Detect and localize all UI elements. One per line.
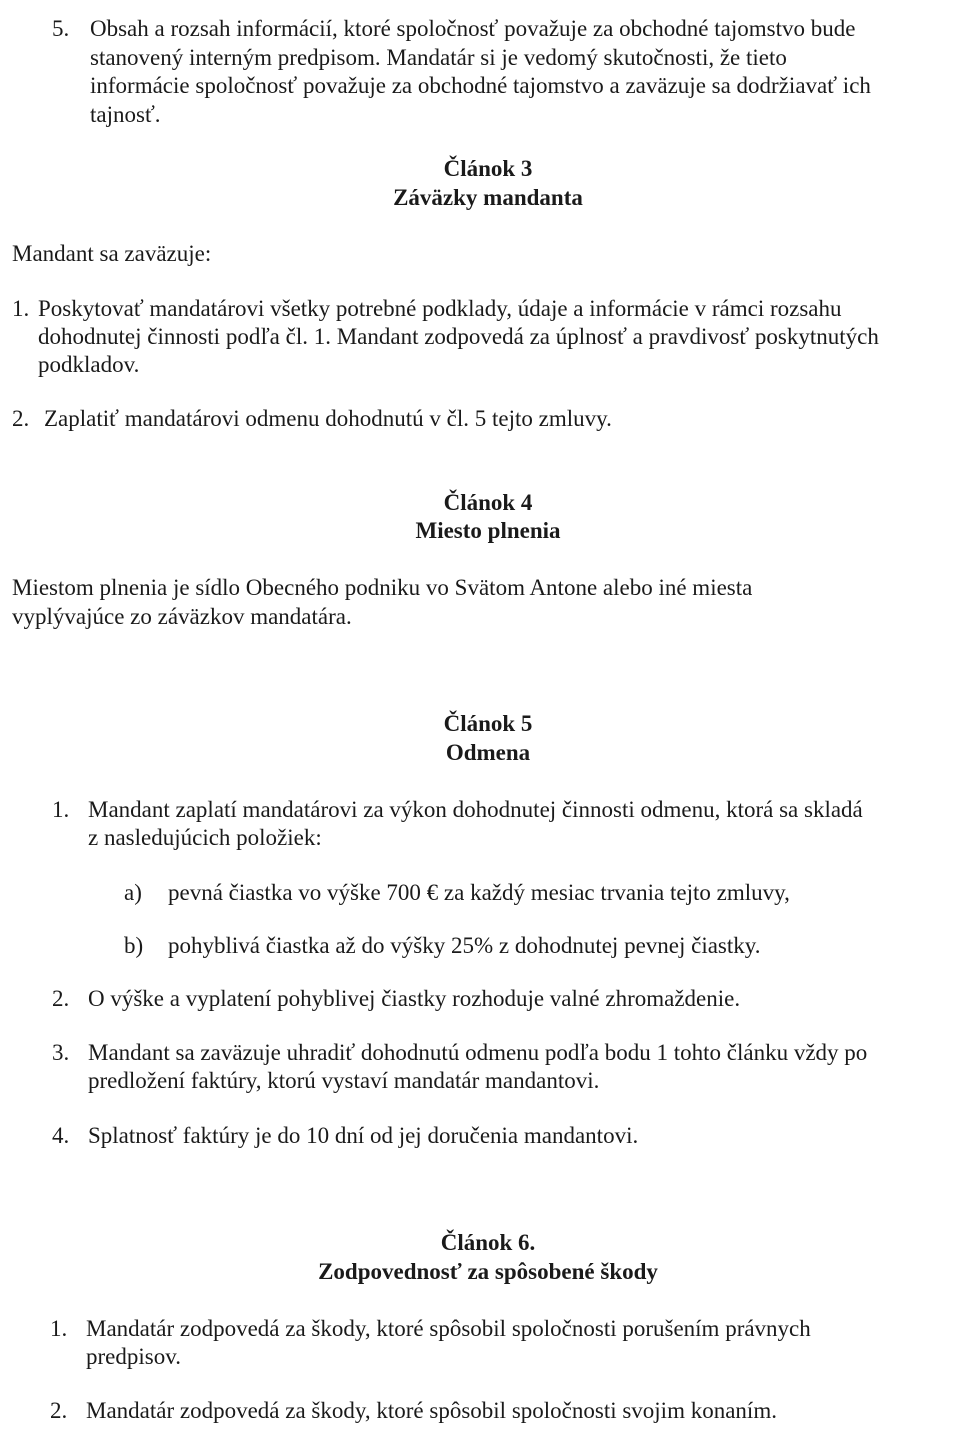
text-line: Mandant sa zaväzuje uhradiť dohodnutú odmenu podľa bodu 1 tohto článku vždy po [88,1040,868,1065]
text-line: Mandatár zodpovedá za škody, ktoré spôsobil spoločnosti svojim konaním. [86,1398,777,1423]
sub-item-text: pohyblivá čiastka až do výšky 25% z dohodnutej pevnej čiastky. [168,933,761,958]
item-number: 1. [12,296,30,321]
sub-item-letter: a) [124,880,142,905]
article-title: Článok 5 [443,711,533,736]
text-line: Miestom plnenia je sídlo Obecného podniku vo Svätom Antone alebo iné miesta [12,575,753,600]
article-intro: Mandant sa zaväzuje: [12,241,212,266]
text-line: predložení faktúry, ktorú vystaví mandatár mandantovi. [88,1068,600,1093]
text-line: podkladov. [38,352,140,377]
item-number: 1. [52,797,70,822]
text-line: predpisov. [86,1344,181,1369]
sub-item-letter: b) [124,933,144,958]
text-line: vyplývajúce zo záväzkov mandatára. [12,604,352,629]
text-line: stanovený interným predpisom. Mandatár si je vedomý skutočnosti, že tieto [90,45,787,70]
text-line: Zaplatiť mandatárovi odmenu dohodnutú v čl. 5 tejto zmluvy. [44,406,612,431]
article-subtitle: Záväzky mandanta [393,185,583,210]
article-title: Článok 6. [440,1230,536,1255]
item-number: 2. [50,1398,68,1423]
article-title: Článok 3 [443,156,533,181]
article-subtitle: Miesto plnenia [415,518,561,543]
article-title: Článok 4 [443,490,533,515]
text-line: informácie spoločnosť považuje za obchodné tajomstvo a zaväzuje sa dodržiavať ich [90,73,871,98]
text-line: Mandant zaplatí mandatárovi za výkon dohodnutej činnosti odmenu, ktorá sa skladá [88,797,863,822]
item-number: 3. [52,1040,70,1065]
item-number: 5. [52,16,70,41]
article-subtitle: Odmena [445,740,531,765]
text-line: O výške a vyplatení pohyblivej čiastky rozhoduje valné zhromaždenie. [88,986,741,1011]
item-number: 4. [52,1123,70,1148]
text-line: Splatnosť faktúry je do 10 dní od jej doručenia mandantovi. [88,1123,639,1148]
item-number: 2. [12,406,30,431]
article-subtitle: Zodpovednosť za spôsobené škody [318,1259,658,1284]
text-line: dohodnutej činnosti podľa čl. 1. Mandant zodpovedá za úplnosť a pravdivosť poskytnutých [38,324,879,349]
text-line: Poskytovať mandatárovi všetky potrebné podklady, údaje a informácie v rámci rozsahu [38,296,842,321]
text-line: tajnosť. [90,102,161,127]
item-number: 1. [50,1316,68,1341]
text-line: z nasledujúcich položiek: [88,825,322,850]
item-number: 2. [52,986,70,1011]
sub-item-text: pevná čiastka vo výške 700 € za každý mesiac trvania tejto zmluvy, [168,880,790,905]
text-line: Obsah a rozsah informácií, ktoré spoločnosť považuje za obchodné tajomstvo bude [90,16,856,41]
text-line: Mandatár zodpovedá za škody, ktoré spôsobil spoločnosti porušením právnych [86,1316,811,1341]
